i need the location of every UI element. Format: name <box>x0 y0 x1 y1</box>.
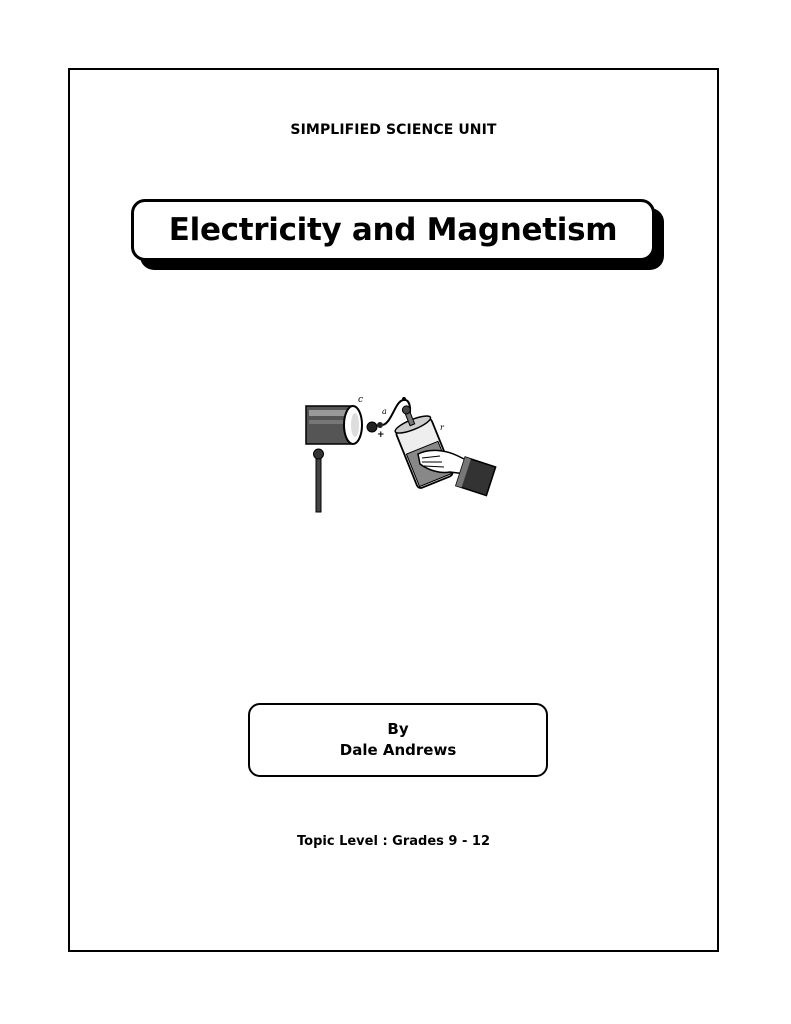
label-c: c <box>358 395 364 405</box>
author-by-label: By <box>387 720 409 738</box>
page-border <box>68 68 719 952</box>
label-plus: + <box>377 430 385 440</box>
label-r: r <box>440 423 444 432</box>
author-name: Dale Andrews <box>339 741 457 759</box>
title-box <box>131 199 655 261</box>
topic-level: Topic Level : Grades 9 - 12 <box>297 834 490 849</box>
author-box <box>248 703 548 777</box>
page-title: Electricity and Magnetism <box>168 212 618 248</box>
series-label: SIMPLIFIED SCIENCE UNIT <box>290 122 497 138</box>
label-a: a <box>382 407 387 416</box>
leyden-jar-illustration-icon <box>300 392 504 518</box>
